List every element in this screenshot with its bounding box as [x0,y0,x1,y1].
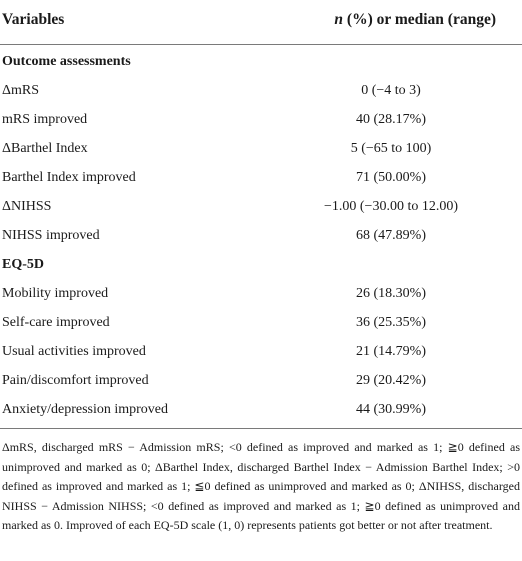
table-row [0,366,522,395]
table-row [0,163,522,192]
row-label: ΔNIHSS [2,199,52,214]
row-value: 40 (28.17%) [356,112,426,127]
header-n-percent-median [334,11,496,29]
table-row [0,337,522,366]
row-value: 21 (14.79%) [356,344,426,359]
table-row [0,192,522,221]
row-label: Usual activities improved [2,344,146,359]
row-value: 44 (30.99%) [356,402,426,417]
table-bottom-divider [0,428,522,429]
table-row [0,76,522,105]
row-label: mRS improved [2,112,88,127]
row-value: 36 (25.35%) [356,315,426,330]
row-label: NIHSS improved [2,228,100,243]
section-outcome-assessments: Outcome assessments [2,54,131,69]
row-label: Mobility improved [2,286,109,301]
row-value: −1.00 (−30.00 to 12.00) [323,199,458,214]
table-row [0,395,522,424]
table-header [0,0,522,44]
header-percent-median-label: (%) or median (range) [343,11,496,28]
row-value: 0 (−4 to 3) [361,83,421,98]
header-variables: Variables [2,11,65,28]
table-row [0,134,522,163]
row-value: 68 (47.89%) [356,228,426,243]
section-eq5d: EQ-5D [2,257,44,272]
table-row [0,105,522,134]
header-n-italic: n [334,11,344,28]
table-row [0,308,522,337]
row-label: Barthel Index improved [2,170,136,185]
table-row [0,221,522,250]
row-label: ΔmRS [2,83,40,98]
row-label: Self-care improved [2,315,110,330]
row-value: 71 (50.00%) [356,170,426,185]
row-label: Anxiety/depression improved [2,402,169,417]
table-row [0,279,522,308]
row-label: Pain/discomfort improved [2,373,149,388]
table-footnote: ΔmRS, discharged mRS − Admission mRS; <0 defined as improved and marked as 1; ≧0 defined as unimproved and marked as 0; ΔBarthel Index, discharged Barthel Index − Admission Barthel Index; >0 defined as improved and marked as 1; ≦0 defined as unimproved and marked as 0; ΔNIHSS, discharged NIHSS − Admission NIHSS; <0 defined as improved and marked as 1; ≧0 defined as unimproved and marked as 0. Improved of each EQ-5D scale (1, 0) represents patients got better or not after treatment. [2,440,520,532]
row-label: ΔBarthel Index [2,141,88,156]
row-value: 5 (−65 to 100) [350,141,432,156]
row-value: 29 (20.42%) [356,373,426,388]
header-divider [0,44,522,45]
row-value: 26 (18.30%) [356,286,426,301]
